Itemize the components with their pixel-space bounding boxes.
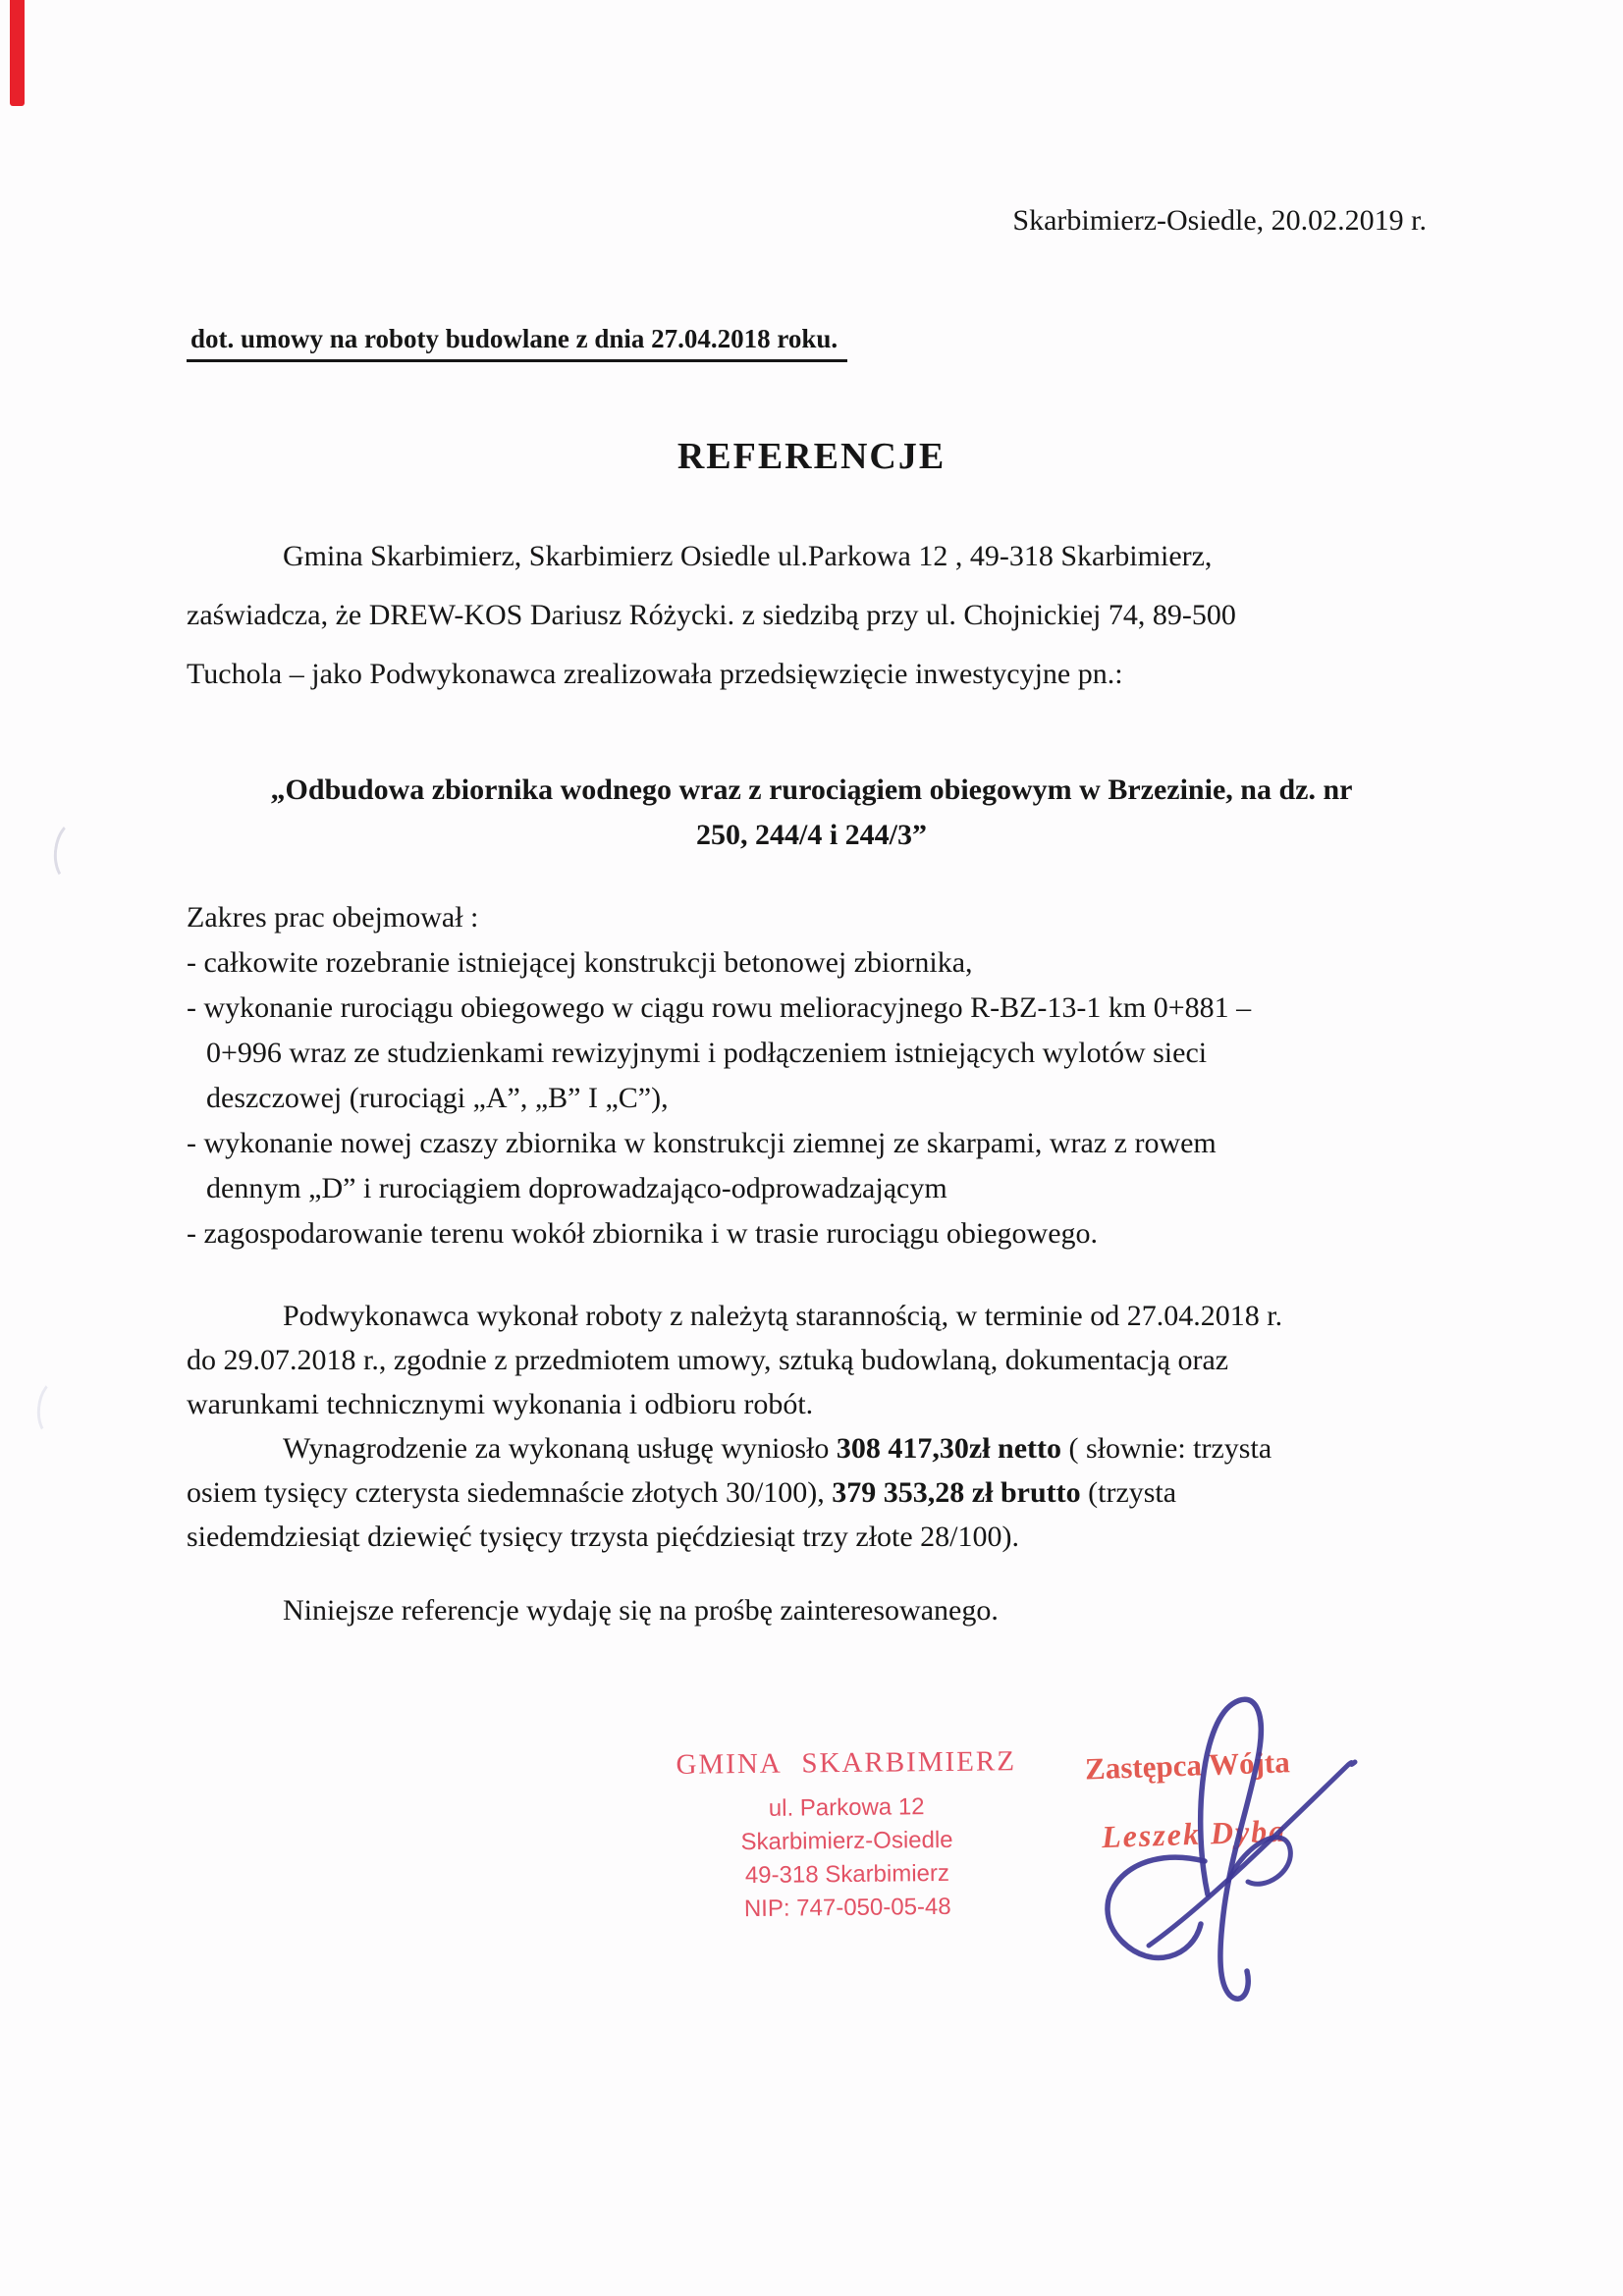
scan-artifact — [51, 819, 96, 885]
stamp-city-line: Skarbimierz-Osiedle — [740, 1826, 953, 1856]
signature-ink — [1055, 1649, 1389, 2022]
scope-item: - wykonanie nowej czaszy zbiornika w konstrukcji ziemnej ze skarpami, wraz z rowem — [187, 1127, 1217, 1159]
stamp-nip-line: NIP: 747-050-05-48 — [743, 1893, 951, 1923]
date-line: Skarbimierz-Osiedle, 20.02.2019 r. — [1012, 204, 1427, 237]
stamp-postal-line: 49-318 Skarbimierz — [744, 1859, 950, 1890]
scan-edge-mark — [10, 0, 25, 106]
scope-item-continuation: 0+996 wraz ze studzienkami rewizyjnymi i podłączeniem istniejących wylotów sieci — [206, 1037, 1208, 1069]
subject-line: dot. umowy na roboty budowlane z dnia 27.04.2018 roku. — [187, 324, 847, 362]
scope-item: - zagospodarowanie terenu wokół zbiornika i w trasie rurociągu obiegowego. — [187, 1217, 1099, 1250]
execution-line: do 29.07.2018 r., zgodnie z przedmiotem umowy, sztuką budowlaną, dokumentacją oraz — [187, 1344, 1229, 1376]
payment-line: siedemdziesiąt dziewięć tysięcy trzysta pięćdziesiąt trzy złote 28/100). — [187, 1521, 1019, 1553]
payment-line: osiem tysięcy czterysta siedemnaście złotych 30/100), 379 353,28 zł brutto (trzysta — [187, 1476, 1177, 1509]
deputy-stamp-name: Leszek Dyba — [1101, 1812, 1287, 1855]
scope-item-continuation: deszczowej (rurociągi „A”, „B” I „C”), — [206, 1082, 669, 1114]
project-title — [98, 768, 1525, 858]
project-title-line: 250, 244/4 i 244/3” — [695, 819, 927, 851]
execution-line: Podwykonawca wykonał roboty z należytą starannością, w terminie od 27.04.2018 r. — [283, 1300, 1283, 1332]
project-title-line: „Odbudowa zbiornika wodnego wraz z rurociągiem obiegowym w Brzezinie, na dz. nr — [270, 774, 1353, 806]
execution-payment-paragraphs — [187, 1294, 1463, 1559]
net-amount: 308 417,30zł netto — [836, 1432, 1062, 1465]
intro-line: zaświadcza, że DREW-KOS Dariusz Różycki. z siedzibą przy ul. Chojnickiej 74, 89-500 — [187, 599, 1236, 631]
gross-amount: 379 353,28 zł brutto — [832, 1476, 1081, 1509]
scope-heading: Zakres prac obejmował : — [187, 901, 479, 934]
closing-line: Niniejsze referencje wydaję się na prośbę zainteresowanego. — [283, 1594, 999, 1627]
stamp-street-line: ul. Parkowa 12 — [768, 1793, 925, 1822]
intro-line: Gmina Skarbimierz, Skarbimierz Osiedle ul.Parkowa 12 , 49-318 Skarbimierz, — [283, 540, 1213, 572]
deputy-stamp-role: Zastępca Wójta — [1084, 1744, 1291, 1787]
intro-paragraph — [187, 527, 1453, 704]
scope-item: - całkowite rozebranie istniejącej konstrukcji betonowej zbiornika, — [187, 946, 973, 979]
scope-item-continuation: dennym „D” i rurociągiem doprowadzająco-odprowadzającym — [206, 1172, 947, 1204]
intro-line: Tuchola – jako Podwykonawca zrealizowała przedsięwzięcie inwestycyjne pn.: — [187, 658, 1123, 690]
scope-section — [187, 895, 1463, 1256]
municipality-stamp — [627, 1745, 1066, 1928]
execution-line: warunkami technicznymi wykonania i odbioru robót. — [187, 1388, 814, 1420]
scan-artifact — [34, 1378, 74, 1438]
payment-line: Wynagrodzenie za wykonaną usługę wyniosło 308 417,30zł netto ( słownie: trzysta — [283, 1432, 1272, 1465]
scope-item: - wykonanie rurociągu obiegowego w ciągu rowu melioracyjnego R-BZ-13-1 km 0+881 – — [187, 991, 1252, 1024]
document-title: REFERENCJE — [676, 436, 947, 477]
stamp-name-line: GMINA SKARBIMIERZ — [676, 1745, 1017, 1781]
